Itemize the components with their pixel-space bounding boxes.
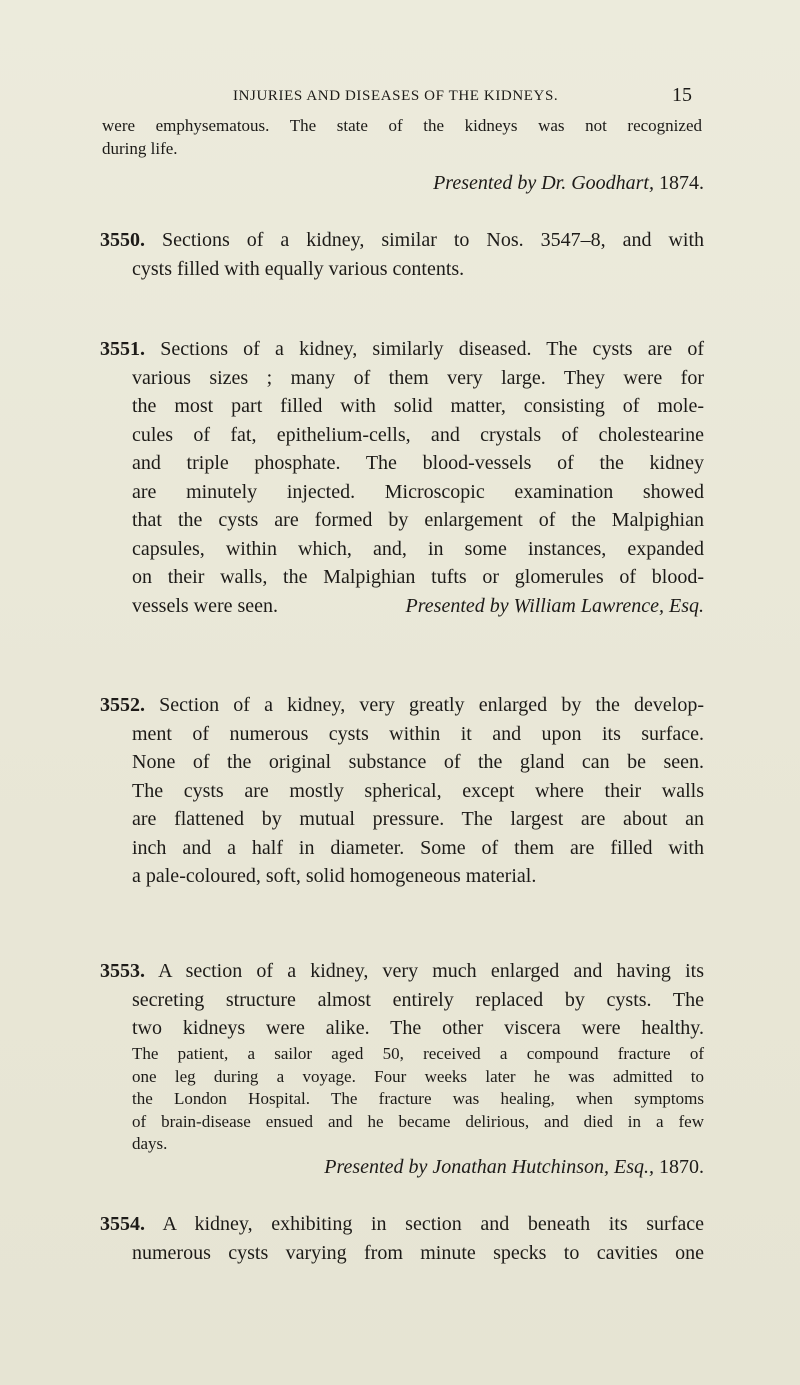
entry-number: 3553. — [100, 960, 145, 982]
entry-3553 — [100, 957, 704, 1043]
entry-text: Section of a kidney, very greatly enlarged by the develop- — [159, 694, 704, 716]
entry-line: are flattened by mutual pressure. The largest are about an — [132, 808, 704, 830]
entry-text: Sections of a kidney, similarly diseased. The cysts are of — [160, 338, 705, 360]
entry-presenter: Presented by William Lawrence, Esq. — [405, 594, 704, 617]
intro-line-1: were emphysematous. The state of the kidneys was not recognized — [102, 116, 702, 135]
entry-number: 3550. — [100, 229, 145, 251]
entry-3551 — [100, 335, 704, 620]
entry-text: Sections of a kidney, similar to Nos. 3547–8, and with — [161, 229, 704, 251]
entry-line — [100, 957, 704, 986]
note-line: days. — [132, 1134, 168, 1153]
entry-line: None of the original substance of the gland can be seen. — [132, 751, 704, 773]
entry-3553-presenter-line — [100, 1153, 704, 1182]
entry-line: The cysts are mostly spherical, except where their walls — [132, 779, 704, 802]
entry-line: and triple phosphate. The blood-vessels of the kidney — [132, 452, 704, 474]
entry-line: cules of fat, epithelium-cells, and crystals of cholestearine — [132, 423, 704, 446]
entry-number: 3551. — [100, 338, 145, 360]
entry-3553-note — [132, 1043, 704, 1156]
intro-paragraph — [102, 115, 702, 160]
page-number: 15 — [672, 84, 692, 106]
entry-line: ment of numerous cysts within it and upon its surface. — [132, 722, 704, 745]
entry-presenter: Presented by Jonathan Hutchinson, Esq., — [324, 1156, 654, 1178]
note-line: the London Hospital. The fracture was healing, when symptoms — [132, 1089, 704, 1108]
entry-3554 — [100, 1210, 704, 1267]
entry-line: cysts filled with equally various contents. — [132, 257, 465, 280]
entry-line — [100, 1210, 704, 1239]
entry-number: 3554. — [100, 1213, 145, 1235]
entry-line: the most part filled with solid matter, consisting of mole- — [132, 395, 704, 417]
entry-line: that the cysts are formed by enlargement of the Malpighian — [132, 509, 704, 531]
running-title: INJURIES AND DISEASES OF THE KIDNEYS. — [233, 88, 559, 104]
entry-text: vessels were seen. — [132, 594, 279, 617]
entry-line: numerous cysts varying from minute specks to cavities one — [132, 1241, 704, 1264]
entry-line: capsules, within which, and, in some instances, expanded — [132, 537, 704, 560]
entry-line — [100, 226, 704, 255]
note-line: one leg during a voyage. Four weeks later he was admitted to — [132, 1066, 704, 1086]
note-line: of brain-disease ensued and he became delirious, and died in a few — [132, 1111, 704, 1131]
entry-line: two kidneys were alike. The other viscera were healthy. — [132, 1017, 704, 1039]
entry-text: A kidney, exhibiting in section and beneath its surface — [162, 1213, 704, 1235]
entry-line — [100, 691, 704, 720]
entry-line: on their walls, the Malpighian tufts or glomerules of blood- — [132, 566, 704, 588]
entry-3552 — [100, 691, 704, 891]
entry-year: 1870. — [659, 1156, 704, 1178]
entry-line: are minutely injected. Microscopic examination showed — [132, 480, 704, 503]
entry-line: a pale-coloured, soft, solid homogeneous material. — [132, 865, 537, 887]
intro-year: 1874. — [659, 172, 704, 194]
entry-line: inch and a half in diameter. Some of them are filled with — [132, 836, 704, 859]
intro-presenter-line — [100, 169, 704, 198]
entry-line — [100, 335, 704, 364]
entry-3550 — [100, 226, 704, 283]
intro-presenter: Presented by Dr. Goodhart, — [433, 172, 654, 194]
entry-line: secreting structure almost entirely replaced by cysts. The — [132, 988, 704, 1011]
intro-line-2: during life. — [102, 138, 178, 158]
entry-number: 3552. — [100, 694, 145, 716]
entry-line — [100, 592, 704, 621]
note-line: The patient, a sailor aged 50, received a compound fracture of — [132, 1044, 704, 1063]
entry-line: various sizes ; many of them very large. They were for — [132, 366, 704, 389]
entry-text: A section of a kidney, very much enlarged and having its — [158, 960, 704, 982]
